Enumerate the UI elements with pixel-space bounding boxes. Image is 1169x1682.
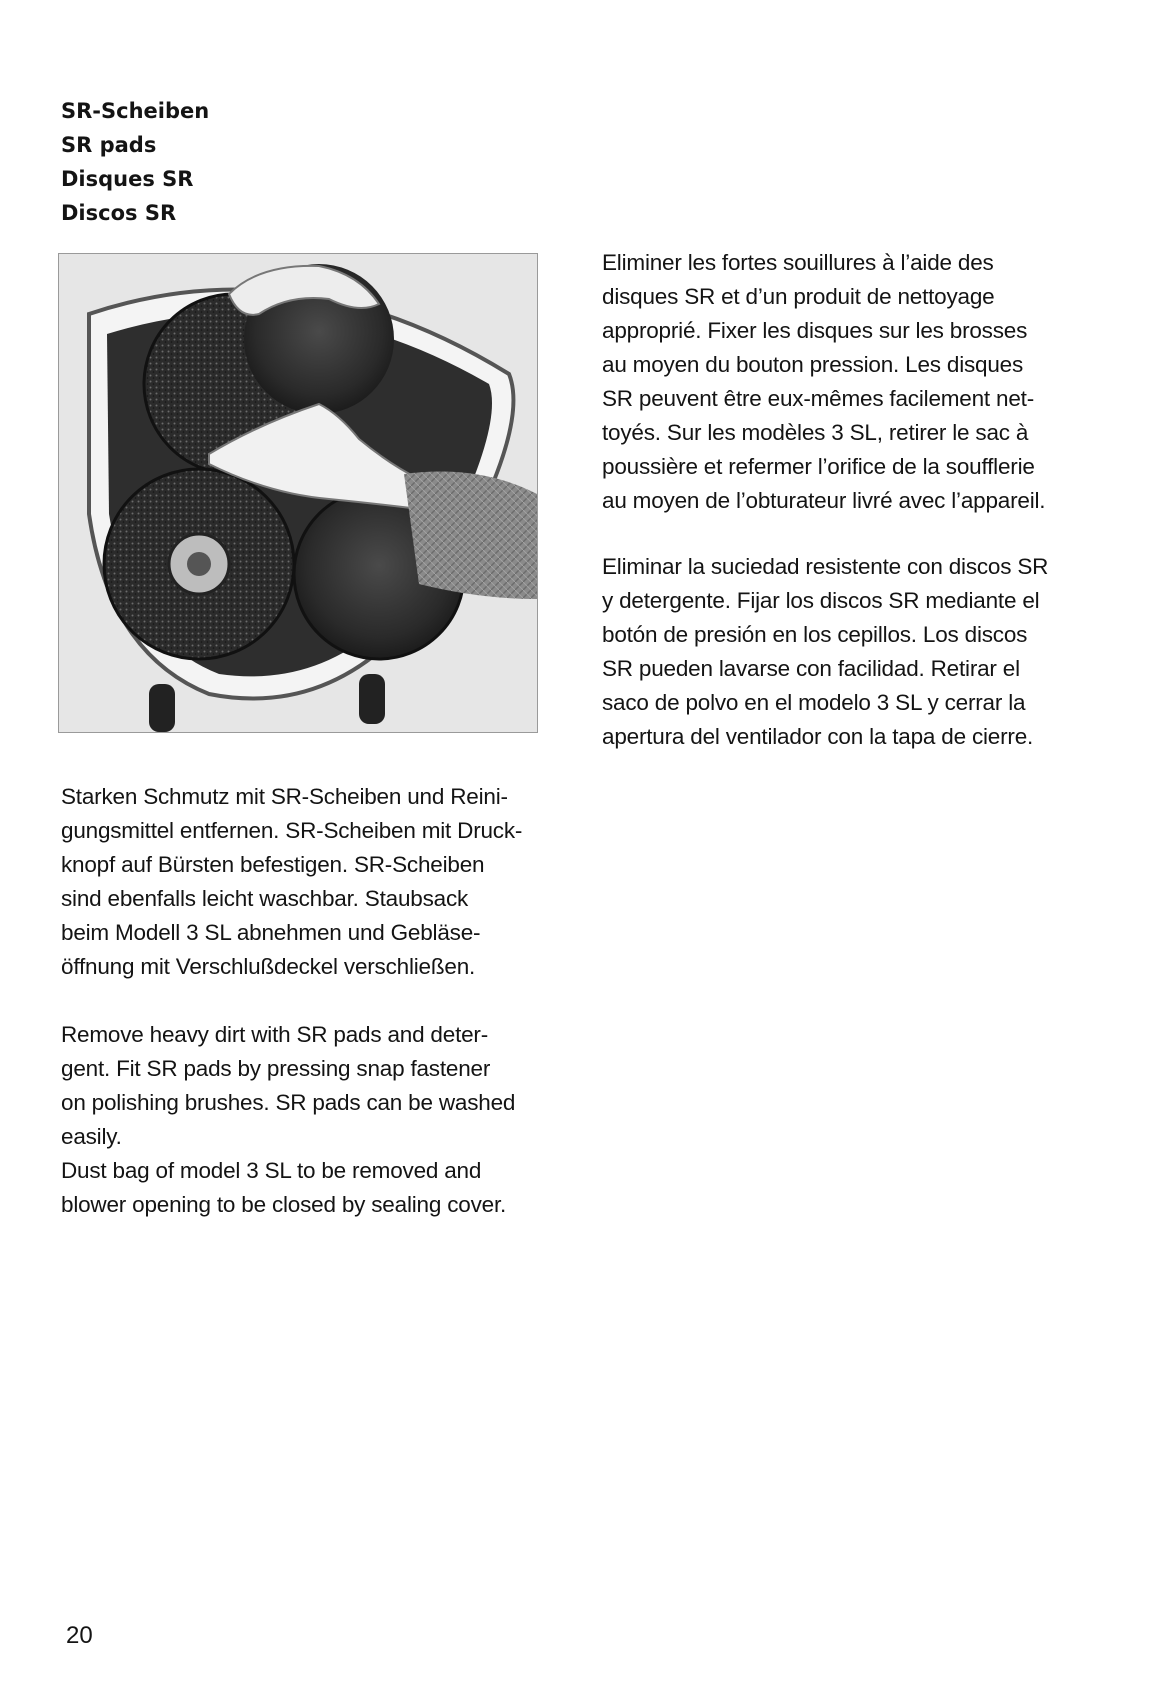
heading-french: Disques SR (61, 167, 194, 191)
paragraph-french: Eliminer les fortes souillures à l’aide des disques SR et d’un produit de nettoyage approprié. Fixer les disques sur les brosses au moyen du bouton pression. Les disques SR peuvent être eux-mêmes facilement net- toyés. Sur les modèles 3 SL, retirer le sac à poussière et refermer l’orifice de la soufflerie au moyen de l’obturateur livré avec l’appareil. (602, 250, 1046, 513)
polisher-illustration (59, 254, 537, 732)
heading-english: SR pads (61, 133, 157, 157)
heading-german: SR-Scheiben (61, 99, 210, 123)
page-number: 20 (66, 1622, 93, 1649)
sr-pads-photo (58, 253, 538, 733)
heading-spanish: Discos SR (61, 201, 177, 225)
paragraph-spanish: Eliminar la suciedad resistente con discos SR y detergente. Fijar los discos SR mediante el botón de presión en los cepillos. Los discos SR pueden lavarse con facilidad. Retirar el saco de polvo en el modelo 3 SL y cerrar la apertura del ventilador con la tapa de cierre. (602, 554, 1049, 749)
paragraph-english: Remove heavy dirt with SR pads and deter- gent. Fit SR pads by pressing snap fastener on polishing brushes. SR pads can be washed easily. Dust bag of model 3 SL to be removed and blower opening to be closed by sealing cover. (61, 1022, 516, 1217)
section-headings (61, 94, 209, 230)
paragraph-german: Starken Schmutz mit SR-Scheiben und Reini- gungsmittel entfernen. SR-Scheiben mit Druck- knopf auf Bürsten befestigen. SR-Scheiben sind ebenfalls leicht waschbar. Staubsack beim Modell 3 SL abnehmen und Gebläse- öffnung mit Verschlußdeckel verschließen. (61, 784, 523, 979)
